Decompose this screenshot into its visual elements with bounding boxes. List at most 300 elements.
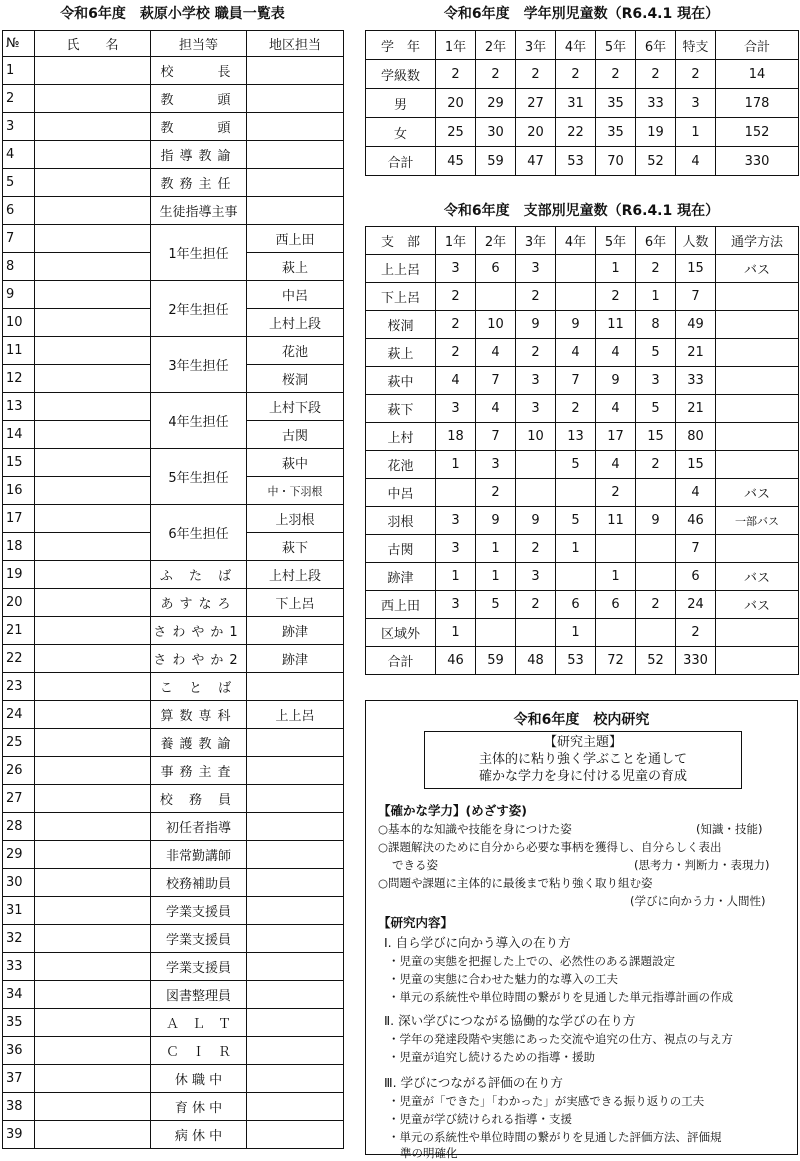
staff-no: 23 — [3, 673, 35, 701]
staff-row — [3, 505, 344, 533]
branch-cell: 2 — [516, 591, 556, 619]
branch-header-cell: 支 部 — [366, 227, 436, 255]
branch-cell: 1 — [636, 283, 676, 311]
branch-cell: 2 — [436, 311, 476, 339]
staff-district — [247, 729, 344, 757]
grade-cell: 2 — [476, 60, 516, 89]
branch-header-cell: 2年 — [476, 227, 516, 255]
staff-no: 6 — [3, 197, 35, 225]
staff-name — [35, 421, 151, 449]
branch-cell: 9 — [556, 311, 596, 339]
branch-cell: 3 — [636, 367, 676, 395]
staff-name — [35, 365, 151, 393]
staff-district: 萩中 — [247, 449, 344, 477]
research-title: 令和6年度 校内研究 — [513, 712, 650, 728]
branch-cell: 2 — [516, 535, 556, 563]
staff-role: 校 務 員 — [151, 785, 247, 813]
staff-role: 学業支援員 — [151, 897, 247, 925]
grade-cell: 47 — [516, 147, 556, 176]
staff-district — [247, 785, 344, 813]
branch-cell: 3 — [436, 535, 476, 563]
staff-no: 26 — [3, 757, 35, 785]
branch-header-cell: 通学方法 — [716, 227, 799, 255]
staff-title: 令和6年度 萩原小学校 職員一覧表 — [60, 6, 285, 22]
staff-no: 32 — [3, 925, 35, 953]
staff-no: 7 — [3, 225, 35, 253]
branch-row — [366, 563, 799, 591]
branch-cell: 萩上 — [366, 339, 436, 367]
staff-district: 中呂 — [247, 281, 344, 309]
staff-name — [35, 645, 151, 673]
staff-role: 病 休 中 — [151, 1121, 247, 1149]
branch-cell: 10 — [476, 311, 516, 339]
staff-name — [35, 841, 151, 869]
branch-cell — [716, 535, 799, 563]
section-3-item-1: ・児童が「できた」「わかった」が実感できる振り返りの工夫 — [388, 1094, 705, 1108]
branch-cell — [716, 339, 799, 367]
staff-role: あすなろ — [151, 589, 247, 617]
branch-cell: 3 — [516, 367, 556, 395]
grade-row — [366, 60, 799, 89]
branch-cell: 11 — [596, 507, 636, 535]
grade-row — [366, 89, 799, 118]
branch-cell: 21 — [676, 395, 716, 423]
branch-cell: 3 — [516, 395, 556, 423]
branch-cell: 52 — [636, 647, 676, 675]
staff-row — [3, 57, 344, 85]
grade-header-cell: 2年 — [476, 31, 516, 60]
staff-name — [35, 981, 151, 1009]
branch-cell: 桜洞 — [366, 311, 436, 339]
branch-cell: 7 — [676, 283, 716, 311]
branch-cell: 3 — [516, 255, 556, 283]
branch-cell — [636, 535, 676, 563]
branch-cell: 15 — [676, 451, 716, 479]
branch-cell: 花池 — [366, 451, 436, 479]
branch-cell: 2 — [436, 283, 476, 311]
staff-no: 5 — [3, 169, 35, 197]
staff-role: 育 休 中 — [151, 1093, 247, 1121]
branch-cell: 1 — [556, 535, 596, 563]
grade-cell: 2 — [596, 60, 636, 89]
branch-cell: 6 — [596, 591, 636, 619]
branch-cell — [516, 619, 556, 647]
staff-district — [247, 1037, 344, 1065]
staff-role: 4年生担任 — [151, 393, 247, 449]
grade-cell: 35 — [596, 89, 636, 118]
grade-cell: 27 — [516, 89, 556, 118]
grade-cell: 合計 — [366, 147, 436, 176]
section-1-item-3: ・単元の系統性や単位時間の繋がりを見通した単元指導計画の作成 — [388, 990, 733, 1004]
branch-cell: 跡津 — [366, 563, 436, 591]
branch-cell — [436, 479, 476, 507]
staff-district — [247, 1009, 344, 1037]
staff-role: さわやか2 — [151, 645, 247, 673]
goal-3-tag: (学びに向かう力・人間性) — [630, 894, 766, 908]
branch-cell: 9 — [516, 311, 556, 339]
branch-cell: バス — [716, 563, 799, 591]
section-3-title: Ⅲ. 学びにつながる評価の在り方 — [384, 1075, 563, 1090]
branch-cell: 萩下 — [366, 395, 436, 423]
branch-row — [366, 591, 799, 619]
branch-cell: 下上呂 — [366, 283, 436, 311]
branch-cell: 上上呂 — [366, 255, 436, 283]
grade-header-cell: 3年 — [516, 31, 556, 60]
grade-cell: 2 — [516, 60, 556, 89]
staff-row — [3, 1037, 344, 1065]
staff-role: 休 職 中 — [151, 1065, 247, 1093]
branch-row — [366, 647, 799, 675]
grade-cell: 330 — [716, 147, 799, 176]
branch-cell: 15 — [676, 255, 716, 283]
staff-role: 教 頭 — [151, 113, 247, 141]
section-3-item-3-cont: 準の明確化 — [400, 1146, 458, 1160]
staff-role: 指導教諭 — [151, 141, 247, 169]
staff-no: 14 — [3, 421, 35, 449]
branch-cell: 2 — [476, 479, 516, 507]
staff-name — [35, 869, 151, 897]
branch-cell: 1 — [596, 563, 636, 591]
section-2-item-2: ・児童が追究し続けるための指導・援助 — [388, 1050, 595, 1064]
staff-row — [3, 449, 344, 477]
research-theme-label: 【研究主題】 — [543, 735, 622, 750]
branch-cell — [716, 647, 799, 675]
staff-role: こ と ば — [151, 673, 247, 701]
branch-cell: 2 — [516, 283, 556, 311]
staff-role: 教務主任 — [151, 169, 247, 197]
grade-cell: 30 — [476, 118, 516, 147]
branch-cell — [716, 423, 799, 451]
branch-cell — [556, 255, 596, 283]
staff-no: 21 — [3, 617, 35, 645]
goal-heading: 【確かな学力】(めざす姿) — [378, 803, 527, 818]
branch-cell — [716, 367, 799, 395]
staff-name — [35, 1037, 151, 1065]
research-box — [365, 700, 798, 1160]
staff-name — [35, 589, 151, 617]
branch-cell: 合計 — [366, 647, 436, 675]
branch-row — [366, 395, 799, 423]
branch-cell: 4 — [596, 451, 636, 479]
staff-district: 上上呂 — [247, 701, 344, 729]
goal-1-tag: (知識・技能) — [696, 822, 763, 836]
branch-header-cell: 6年 — [636, 227, 676, 255]
staff-no: 2 — [3, 85, 35, 113]
staff-row — [3, 169, 344, 197]
staff-district — [247, 841, 344, 869]
staff-role: 校 長 — [151, 57, 247, 85]
branch-cell: 4 — [596, 339, 636, 367]
grade-cell: 22 — [556, 118, 596, 147]
staff-row — [3, 589, 344, 617]
staff-no: 30 — [3, 869, 35, 897]
branch-cell: 羽根 — [366, 507, 436, 535]
branch-cell: 15 — [636, 423, 676, 451]
branch-row — [366, 283, 799, 311]
branch-cell: 一部バス — [716, 507, 799, 535]
grade-cell: 178 — [716, 89, 799, 118]
branch-cell: 5 — [556, 507, 596, 535]
staff-district: 桜洞 — [247, 365, 344, 393]
staff-row — [3, 897, 344, 925]
research-theme-box — [424, 731, 742, 789]
content-heading: 【研究内容】 — [378, 915, 454, 930]
staff-district — [247, 197, 344, 225]
staff-name — [35, 141, 151, 169]
branch-cell: 2 — [556, 395, 596, 423]
branch-header-cell: 5年 — [596, 227, 636, 255]
staff-no: 31 — [3, 897, 35, 925]
staff-row — [3, 225, 344, 253]
goal-2b: できる姿 — [392, 858, 438, 872]
branch-cell — [716, 395, 799, 423]
grade-table-title: 令和6年度 学年別児童数（R6.4.1 現在） — [443, 6, 720, 22]
staff-district: 萩下 — [247, 533, 344, 561]
branch-cell: 6 — [676, 563, 716, 591]
staff-district: 上村上段 — [247, 309, 344, 337]
branch-cell: 5 — [636, 339, 676, 367]
staff-district — [247, 169, 344, 197]
branch-cell: 4 — [676, 479, 716, 507]
grade-cell: 70 — [596, 147, 636, 176]
staff-no: 13 — [3, 393, 35, 421]
staff-no: 9 — [3, 281, 35, 309]
grade-cell: 25 — [436, 118, 476, 147]
branch-cell: 3 — [516, 563, 556, 591]
staff-district: 古関 — [247, 421, 344, 449]
staff-name — [35, 1065, 151, 1093]
branch-cell: バス — [716, 255, 799, 283]
grade-cell: 3 — [676, 89, 716, 118]
grade-cell: 53 — [556, 147, 596, 176]
branch-cell: 1 — [436, 619, 476, 647]
branch-cell: 53 — [556, 647, 596, 675]
staff-no: 36 — [3, 1037, 35, 1065]
goal-2a: ○課題解決のために自分から必要な事柄を獲得し、自分らしく表出 — [378, 840, 722, 854]
branch-cell: 5 — [476, 591, 516, 619]
branch-cell: 6 — [476, 255, 516, 283]
staff-role: 初任者指導 — [151, 813, 247, 841]
staff-district: 上村上段 — [247, 561, 344, 589]
staff-row — [3, 953, 344, 981]
branch-cell: 3 — [436, 591, 476, 619]
staff-no: 4 — [3, 141, 35, 169]
staff-role: 事務主査 — [151, 757, 247, 785]
staff-row — [3, 841, 344, 869]
staff-name — [35, 897, 151, 925]
branch-cell: 1 — [476, 563, 516, 591]
staff-name — [35, 477, 151, 505]
staff-district: 西上田 — [247, 225, 344, 253]
staff-name — [35, 673, 151, 701]
staff-no: 29 — [3, 841, 35, 869]
staff-name — [35, 505, 151, 533]
branch-row — [366, 423, 799, 451]
staff-row — [3, 85, 344, 113]
staff-name — [35, 561, 151, 589]
branch-cell: 1 — [436, 451, 476, 479]
grade-cell: 14 — [716, 60, 799, 89]
staff-row — [3, 561, 344, 589]
grade-cell: 2 — [676, 60, 716, 89]
branch-cell: 7 — [476, 423, 516, 451]
branch-cell — [636, 619, 676, 647]
research-theme-line2: 確かな学力を身に付ける児童の育成 — [478, 769, 687, 784]
staff-name — [35, 57, 151, 85]
grade-cell: 33 — [636, 89, 676, 118]
staff-role: Ｃ Ｉ Ｒ — [151, 1037, 247, 1065]
staff-role: Ａ Ｌ Ｔ — [151, 1009, 247, 1037]
staff-role: 学業支援員 — [151, 925, 247, 953]
branch-cell: 80 — [676, 423, 716, 451]
branch-header-cell: 3年 — [516, 227, 556, 255]
branch-cell: バス — [716, 479, 799, 507]
branch-header-cell: 1年 — [436, 227, 476, 255]
branch-cell: 4 — [596, 395, 636, 423]
section-2-title: Ⅱ. 深い学びにつながる協働的な学びの在り方 — [384, 1013, 636, 1028]
grade-header-cell: 6年 — [636, 31, 676, 60]
branch-cell: 10 — [516, 423, 556, 451]
branch-row — [366, 535, 799, 563]
branch-cell: 18 — [436, 423, 476, 451]
branch-header-row — [366, 227, 799, 255]
staff-row — [3, 701, 344, 729]
branch-cell: 9 — [596, 367, 636, 395]
branch-cell — [556, 563, 596, 591]
branch-cell: 2 — [676, 619, 716, 647]
staff-row — [3, 1009, 344, 1037]
staff-header-name: 氏 名 — [35, 31, 151, 57]
branch-cell: 1 — [436, 563, 476, 591]
branch-cell — [556, 479, 596, 507]
staff-district — [247, 953, 344, 981]
staff-row — [3, 1065, 344, 1093]
branch-cell: 3 — [436, 255, 476, 283]
staff-role: さわやか1 — [151, 617, 247, 645]
staff-name — [35, 757, 151, 785]
branch-cell: 7 — [676, 535, 716, 563]
branch-cell: 46 — [676, 507, 716, 535]
staff-row — [3, 1093, 344, 1121]
branch-header-cell: 4年 — [556, 227, 596, 255]
staff-no: 22 — [3, 645, 35, 673]
branch-cell: 2 — [596, 479, 636, 507]
staff-role: 図書整理員 — [151, 981, 247, 1009]
staff-district — [247, 673, 344, 701]
grade-row — [366, 118, 799, 147]
staff-row — [3, 281, 344, 309]
grade-cell: 19 — [636, 118, 676, 147]
staff-row — [3, 785, 344, 813]
staff-no: 19 — [3, 561, 35, 589]
staff-role: 5年生担任 — [151, 449, 247, 505]
staff-role: 6年生担任 — [151, 505, 247, 561]
branch-cell: 4 — [556, 339, 596, 367]
branch-cell: 3 — [436, 507, 476, 535]
branch-row — [366, 339, 799, 367]
staff-district — [247, 141, 344, 169]
staff-header-row — [3, 31, 344, 57]
grade-cell: 45 — [436, 147, 476, 176]
grade-row — [366, 147, 799, 176]
staff-district — [247, 1121, 344, 1149]
staff-name — [35, 925, 151, 953]
staff-district — [247, 85, 344, 113]
staff-name — [35, 533, 151, 561]
staff-name — [35, 449, 151, 477]
grade-cell: 1 — [676, 118, 716, 147]
branch-row — [366, 367, 799, 395]
staff-district — [247, 1093, 344, 1121]
staff-no: 38 — [3, 1093, 35, 1121]
staff-role: 生徒指導主事 — [151, 197, 247, 225]
staff-no: 11 — [3, 337, 35, 365]
goal-2-tag: (思考力・判断力・表現力) — [634, 858, 770, 872]
branch-cell: 11 — [596, 311, 636, 339]
staff-row — [3, 869, 344, 897]
branch-cell: 2 — [636, 255, 676, 283]
grade-header-cell: 学 年 — [366, 31, 436, 60]
branch-table — [365, 226, 799, 675]
staff-header-no: № — [3, 31, 35, 57]
staff-role: 校務補助員 — [151, 869, 247, 897]
staff-district — [247, 925, 344, 953]
branch-table-title: 令和6年度 支部別児童数（R6.4.1 現在） — [443, 203, 720, 219]
branch-row — [366, 255, 799, 283]
grade-cell: 男 — [366, 89, 436, 118]
grade-header-cell: 5年 — [596, 31, 636, 60]
branch-cell: 2 — [636, 451, 676, 479]
branch-cell: 7 — [556, 367, 596, 395]
staff-name — [35, 253, 151, 281]
branch-cell: 上村 — [366, 423, 436, 451]
staff-name — [35, 197, 151, 225]
staff-no: 17 — [3, 505, 35, 533]
staff-no: 10 — [3, 309, 35, 337]
staff-no: 15 — [3, 449, 35, 477]
grade-header-cell: 特支 — [676, 31, 716, 60]
staff-role: 算数専科 — [151, 701, 247, 729]
grade-cell: 2 — [556, 60, 596, 89]
staff-row — [3, 645, 344, 673]
staff-no: 12 — [3, 365, 35, 393]
staff-no: 3 — [3, 113, 35, 141]
staff-name — [35, 393, 151, 421]
staff-role: 非常勤講師 — [151, 841, 247, 869]
staff-district: 萩上 — [247, 253, 344, 281]
branch-cell — [716, 311, 799, 339]
staff-name — [35, 1121, 151, 1149]
staff-name — [35, 169, 151, 197]
staff-no: 37 — [3, 1065, 35, 1093]
staff-row — [3, 393, 344, 421]
staff-district — [247, 113, 344, 141]
branch-cell: 21 — [676, 339, 716, 367]
grade-cell: 52 — [636, 147, 676, 176]
staff-name — [35, 309, 151, 337]
branch-cell: 西上田 — [366, 591, 436, 619]
branch-cell: 59 — [476, 647, 516, 675]
goal-3: ○問題や課題に主体的に最後まで粘り強く取り組む姿 — [378, 876, 653, 890]
branch-cell — [716, 283, 799, 311]
grade-cell: 20 — [516, 118, 556, 147]
staff-district — [247, 869, 344, 897]
staff-table — [2, 30, 344, 1149]
staff-row — [3, 673, 344, 701]
staff-name — [35, 785, 151, 813]
branch-cell: 古関 — [366, 535, 436, 563]
staff-no: 24 — [3, 701, 35, 729]
